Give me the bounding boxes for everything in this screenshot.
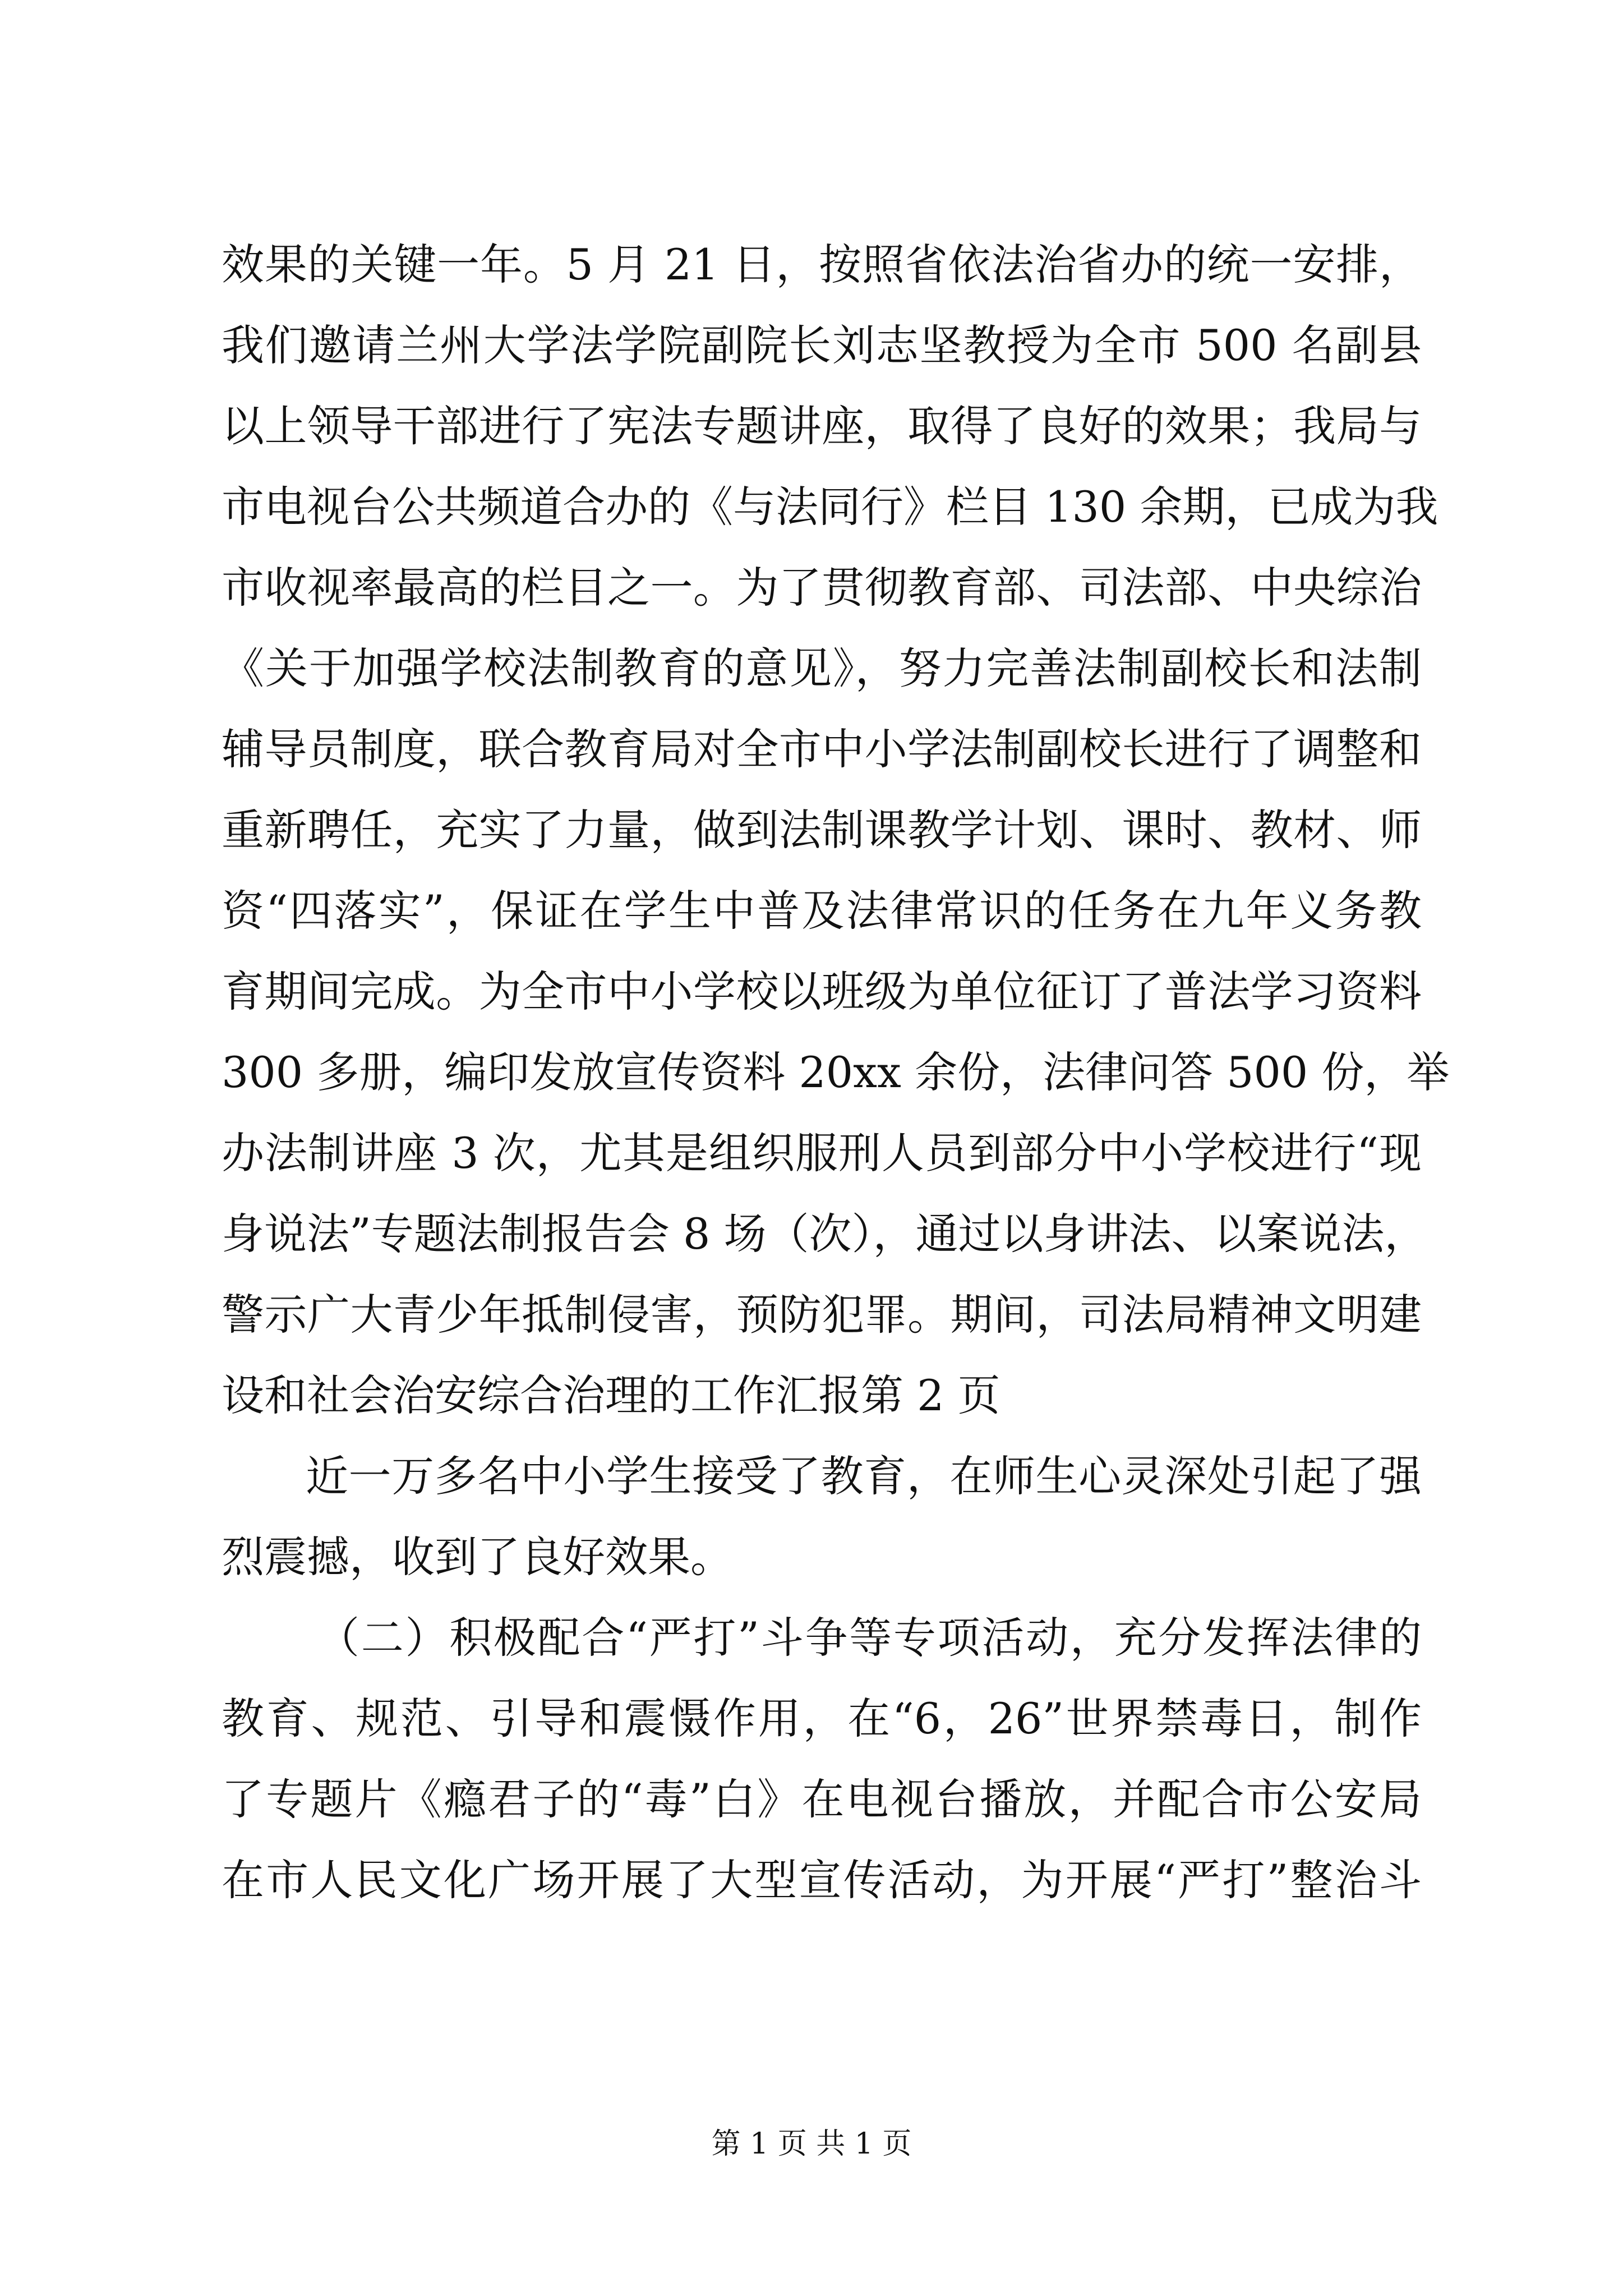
text-line: 警示广大青少年抵制侵害，预防犯罪。期间，司法局精神文明建 bbox=[222, 1290, 1422, 1340]
text-line: 育期间完成。为全市中小学校以班级为单位征订了普法学习资料 bbox=[222, 967, 1422, 1016]
paragraph-first-line: （二）积极配合“严打”斗争等专项活动，充分发挥法律的 bbox=[317, 1613, 1422, 1663]
text-line: 辅导员制度，联合教育局对全市中小学法制副校长进行了调整和 bbox=[222, 724, 1422, 774]
text-line: 《关于加强学校法制教育的意见》，努力完善法制副校长和法制 bbox=[222, 643, 1422, 693]
text-line: 效果的关键一年。5 月 21 日，按照省依法治省办的统一安排， bbox=[222, 240, 1422, 289]
text-line: 市电视台公共频道合办的《与法同行》栏目 130 余期，已成为我 bbox=[222, 482, 1438, 532]
text-line: 在市人民文化广场开展了大型宣传活动，为开展“严打”整治斗 bbox=[222, 1855, 1422, 1905]
text-line: 办法制讲座 3 次，尤其是组织服刑人员到部分中小学校进行“现 bbox=[222, 1128, 1422, 1178]
text-line: 了专题片《瘾君子的“毒”白》在电视台播放，并配合市公安局 bbox=[222, 1774, 1422, 1824]
text-line: 以上领导干部进行了宪法专题讲座，取得了良好的效果；我局与 bbox=[222, 401, 1422, 451]
text-line: 重新聘任，充实了力量，做到法制课教学计划、课时、教材、师 bbox=[222, 805, 1422, 855]
text-line: 我们邀请兰州大学法学院副院长刘志坚教授为全市 500 名副县 bbox=[222, 320, 1422, 370]
text-line: 身说法”专题法制报告会 8 场（次），通过以身讲法、以案说法， bbox=[222, 1209, 1427, 1259]
text-line: 市收视率最高的栏目之一。为了贯彻教育部、司法部、中央综治 bbox=[222, 563, 1422, 613]
text-line: 设和社会治安综合治理的工作汇报第 2 页 bbox=[222, 1370, 1000, 1420]
document-body bbox=[222, 224, 1450, 1921]
paragraph-first-line: 近一万多名中小学生接受了教育，在师生心灵深处引起了强 bbox=[306, 1451, 1422, 1501]
text-line: 300 多册，编印发放宣传资料 20xx 余份，法律问答 500 份，举 bbox=[222, 1047, 1450, 1097]
text-line: 烈震撼，收到了良好效果。 bbox=[222, 1532, 733, 1582]
page-footer: 第 1 页 共 1 页 bbox=[711, 2127, 912, 2161]
text-line: 资“四落实”，保证在学生中普及法律常识的任务在九年义务教 bbox=[222, 886, 1422, 936]
text-line: 教育、规范、引导和震慑作用，在“6，26”世界禁毒日，制作 bbox=[222, 1694, 1422, 1743]
